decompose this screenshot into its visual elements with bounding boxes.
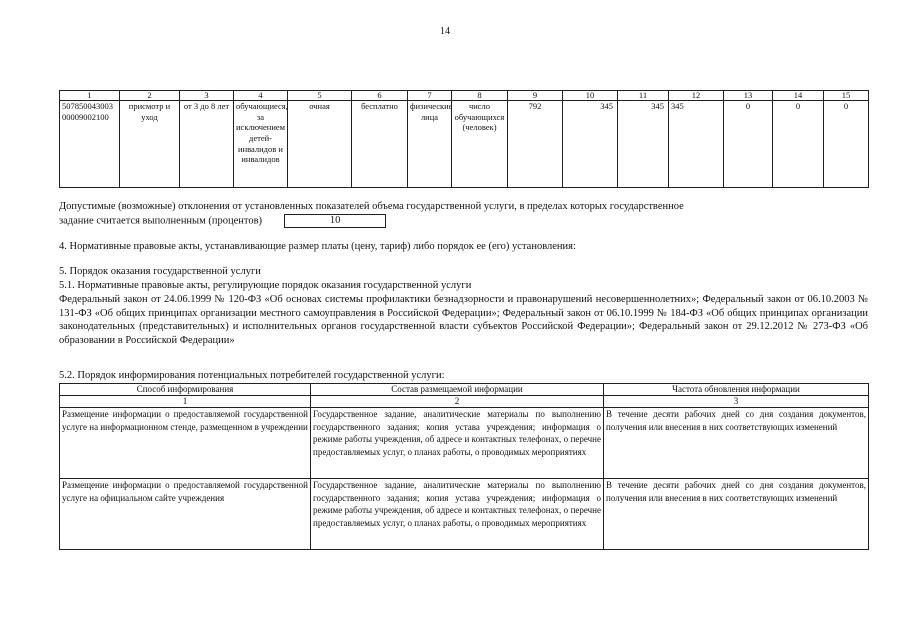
value-cell: 0 <box>824 101 869 188</box>
category-cell: обучающиеся, за исключением детей-инвалидов и инвалидов <box>234 101 288 188</box>
table1-header-cell: 10 <box>563 91 618 101</box>
table-row <box>60 101 869 188</box>
deviation-label: задание считается выполненным (процентов) <box>59 214 263 226</box>
unit-code-cell: 792 <box>508 101 563 188</box>
content-cell: Государственное задание, аналитические материалы по выполнению государственного задания; копия устава учреждения; информация о режиме работы учреждения, об адресе и контактных телефонах, о перечне предоставляемых услуг, о планах работы, о проводимых мероприятиях <box>311 408 604 479</box>
registry-number-cell: 507850043003 00009002100 <box>60 101 120 188</box>
content-cell: Государственное задание, аналитические материалы по выполнению государственного задания; копия устава учреждения; информация о режиме работы учреждения, об адресе и контактных телефонах, о перечне предоставляемых услуг, о планах работы, о проводимых мероприятиях <box>311 479 604 550</box>
table2-header-row <box>60 384 869 396</box>
table1-header-cell: 3 <box>180 91 234 101</box>
value-cell: 0 <box>724 101 773 188</box>
table1-header-cell: 5 <box>288 91 352 101</box>
method-cell: Размещение информации о предоставляемой государственной услуге на официальном сайте учреждения <box>60 479 311 550</box>
indicator-cell: число обучающихся (человек) <box>452 101 508 188</box>
section-5-1-heading: 5.1. Нормативные правовые акты, регулирующие порядок оказания государственной услуги <box>59 280 472 291</box>
table1-header-cell: 15 <box>824 91 869 101</box>
table1-header-cell: 13 <box>724 91 773 101</box>
table-row <box>60 408 869 479</box>
method-cell: Размещение информации о предоставляемой государственной услуге на информационном стенде, размещенном в учреждении <box>60 408 311 479</box>
table1-header-row <box>60 91 869 101</box>
table2-number-cell: 3 <box>604 396 869 408</box>
section-5-heading: 5. Порядок оказания государственной услуги <box>59 266 261 277</box>
deviation-value-box: 10 <box>284 214 386 228</box>
frequency-cell: В течение десяти рабочих дней со дня создания документов, получения или внесения в них соответствующих изменений <box>604 479 869 550</box>
informing-table <box>59 383 869 550</box>
deviation-line-1: Допустимые (возможные) отклонения от установленных показателей объема государственной услуги, в пределах которых государственное <box>59 201 684 212</box>
value-cell: 0 <box>773 101 824 188</box>
table1-header-cell: 6 <box>352 91 408 101</box>
table1-header-cell: 2 <box>120 91 180 101</box>
value-cell: 345 <box>618 101 669 188</box>
volume-indicators-table <box>59 90 869 188</box>
service-name-cell: присмотр и уход <box>120 101 180 188</box>
consumer-cell: физические лица <box>408 101 452 188</box>
section-4-heading: 4. Нормативные правовые акты, устанавливающие размер платы (цену, тариф) либо порядок ее (его) установления: <box>59 241 576 252</box>
age-cell: от 3 до 8 лет <box>180 101 234 188</box>
table1-header-cell: 12 <box>669 91 724 101</box>
table1-header-cell: 8 <box>452 91 508 101</box>
table2-header-cell: Способ информирования <box>60 384 311 396</box>
table2-number-cell: 1 <box>60 396 311 408</box>
table1-header-cell: 11 <box>618 91 669 101</box>
frequency-cell: В течение десяти рабочих дней со дня создания документов, получения или внесения в них соответствующих изменений <box>604 408 869 479</box>
laws-paragraph: Федеральный закон от 24.06.1999 № 120-ФЗ «Об основах системы профилактики безнадзорности и правонарушений несовершеннолетних»; Федеральный закон от 06.10.2003 № 131-ФЗ «Об общих принципах организации местного самоуправления в Российской Федерации»; Федеральный закон от 06.10.1999 № 184-ФЗ «Об общих принципах организации законодательных (представительных) и исполнительных органов государственной власти субъектов Российской Федерации»; Федеральный закон от 29.12.2012 № 273-ФЗ «Об образовании в Российской Федерации» <box>59 294 868 346</box>
table2-header-cell: Частота обновления информации <box>604 384 869 396</box>
section-5-2-heading: 5.2. Порядок информирования потенциальных потребителей государственной услуги: <box>59 370 445 381</box>
table2-number-row <box>60 396 869 408</box>
deviation-paragraph <box>59 200 868 228</box>
table1-header-cell: 4 <box>234 91 288 101</box>
page-number: 14 <box>440 26 450 37</box>
deviation-line-2 <box>59 214 868 228</box>
table1-header-cell: 7 <box>408 91 452 101</box>
value-cell: 345 <box>563 101 618 188</box>
value-cell: 345 <box>669 101 724 188</box>
table1-header-cell: 1 <box>60 91 120 101</box>
form-cell: очная <box>288 101 352 188</box>
table-row <box>60 479 869 550</box>
table2-header-cell: Состав размещаемой информации <box>311 384 604 396</box>
payment-cell: бесплатно <box>352 101 408 188</box>
table2-number-cell: 2 <box>311 396 604 408</box>
table1-header-cell: 9 <box>508 91 563 101</box>
table1-header-cell: 14 <box>773 91 824 101</box>
